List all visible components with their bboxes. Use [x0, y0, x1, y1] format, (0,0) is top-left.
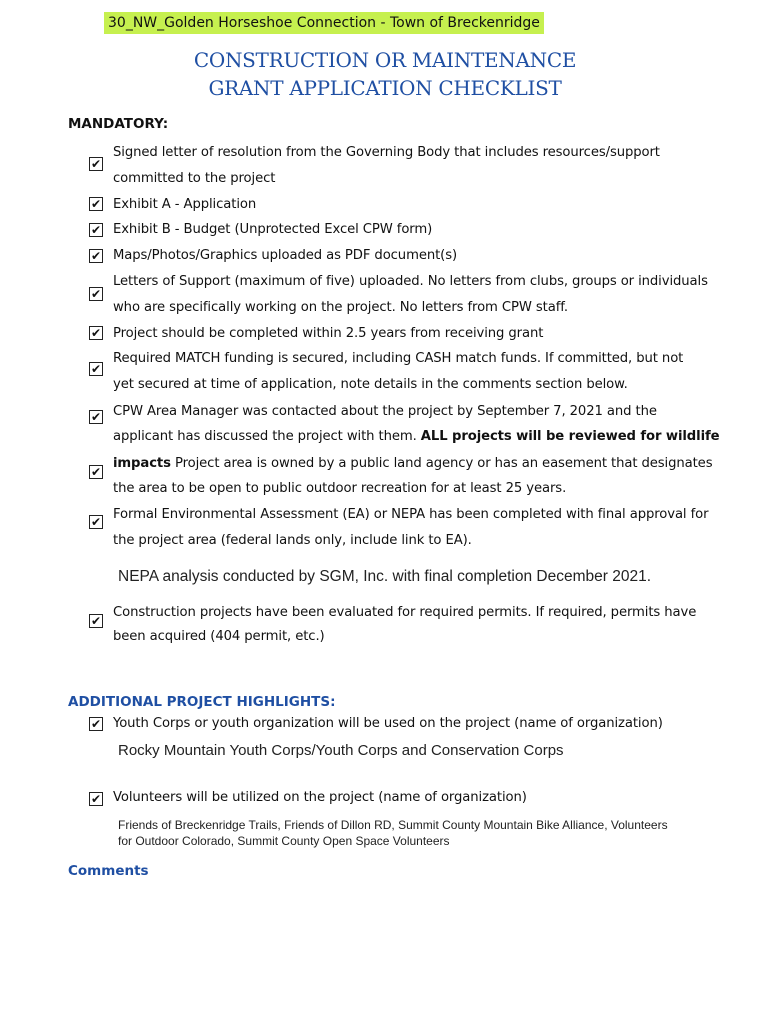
page-title-line-2: GRANT APPLICATION CHECKLIST	[208, 76, 562, 100]
item-resolution-letter-line-2: committed to the project	[113, 171, 276, 186]
checkbox-resolution-letter[interactable]: ✔	[90, 157, 102, 171]
item-youth-corps: Youth Corps or youth organization will be used on the project (name of organization)	[113, 716, 663, 731]
nepa-response-field[interactable]: NEPA analysis conducted by SGM, Inc. with final completion December 2021.	[118, 568, 652, 585]
item-volunteers: Volunteers will be utilized on the project (name of organization)	[113, 790, 527, 805]
mandatory-heading: MANDATORY:	[68, 116, 169, 132]
volunteers-response-line-2: for Outdoor Colorado, Summit County Open Space Volunteers	[118, 834, 450, 848]
item-resolution-letter-line-1: Signed letter of resolution from the Governing Body that includes resources/support	[113, 145, 660, 160]
document-tag: 30_NW_Golden Horseshoe Connection - Town of Breckenridge	[104, 12, 544, 34]
checkbox-completion-timeline[interactable]: ✔	[90, 326, 102, 340]
item-public-land-line-1-bold: impacts	[113, 456, 171, 471]
item-letters-of-support-line-2: who are specifically working on the project. No letters from CPW staff.	[113, 300, 568, 315]
checkbox-letters-of-support[interactable]: ✔	[90, 287, 102, 301]
item-match-funding-line-2: yet secured at time of application, note details in the comments section below.	[113, 377, 628, 392]
item-public-land-line-1	[113, 451, 712, 477]
item-public-land-line-1-text: Project area is owned by a public land agency or has an easement that designates	[170, 456, 713, 471]
page-title-line-1: CONSTRUCTION OR MAINTENANCE	[193, 48, 577, 72]
volunteers-response-field[interactable]	[118, 817, 668, 849]
checkbox-match-funding[interactable]: ✔	[90, 362, 102, 376]
additional-highlights-heading: ADDITIONAL PROJECT HIGHLIGHTS:	[68, 694, 336, 710]
item-maps-photos: Maps/Photos/Graphics uploaded as PDF document(s)	[113, 248, 458, 263]
item-exhibit-a: Exhibit A - Application	[113, 197, 257, 212]
checkbox-volunteers[interactable]: ✔	[90, 792, 102, 806]
volunteers-response-line-1: Friends of Breckenridge Trails, Friends of Dillon RD, Summit County Mountain Bike Alliance, Volunteers	[118, 818, 668, 832]
comments-heading: Comments	[68, 863, 149, 879]
item-letters-of-support-line-1: Letters of Support (maximum of five) uploaded. No letters from clubs, groups or individuals	[113, 274, 708, 289]
checkbox-permits[interactable]: ✔	[90, 614, 102, 628]
checkbox-exhibit-b[interactable]: ✔	[90, 223, 102, 237]
youth-corps-response-field[interactable]: Rocky Mountain Youth Corps/Youth Corps and Conservation Corps	[118, 742, 564, 759]
item-nepa-line-2: the project area (federal lands only, include link to EA).	[113, 533, 472, 548]
item-area-manager-line-1: CPW Area Manager was contacted about the project by September 7, 2021 and the	[113, 404, 657, 419]
checkbox-public-land[interactable]: ✔	[90, 465, 102, 479]
item-area-manager-line-2-text: applicant has discussed the project with them.	[113, 429, 421, 444]
checkbox-nepa[interactable]: ✔	[90, 515, 102, 529]
item-area-manager-line-2	[113, 424, 719, 450]
item-nepa-line-1: Formal Environmental Assessment (EA) or NEPA has been completed with final approval for	[113, 507, 709, 522]
checkbox-area-manager-contact[interactable]: ✔	[90, 410, 102, 424]
checkbox-exhibit-a[interactable]: ✔	[90, 197, 102, 211]
item-match-funding-line-1: Required MATCH funding is secured, including CASH match funds. If committed, but not	[113, 351, 684, 366]
item-area-manager-line-2-bold: ALL projects will be reviewed for wildlife	[420, 429, 720, 444]
item-permits-line-1: Construction projects have been evaluated for required permits. If required, permits have	[113, 605, 697, 620]
checkbox-youth-corps[interactable]: ✔	[90, 717, 102, 731]
item-completion-timeline: Project should be completed within 2.5 years from receiving grant	[113, 326, 544, 341]
item-public-land-line-2: the area to be open to public outdoor recreation for at least 25 years.	[113, 481, 567, 496]
item-exhibit-b: Exhibit B - Budget (Unprotected Excel CPW form)	[113, 222, 433, 237]
checkbox-maps-photos[interactable]: ✔	[90, 249, 102, 263]
item-permits-line-2: been acquired (404 permit, etc.)	[113, 629, 325, 644]
